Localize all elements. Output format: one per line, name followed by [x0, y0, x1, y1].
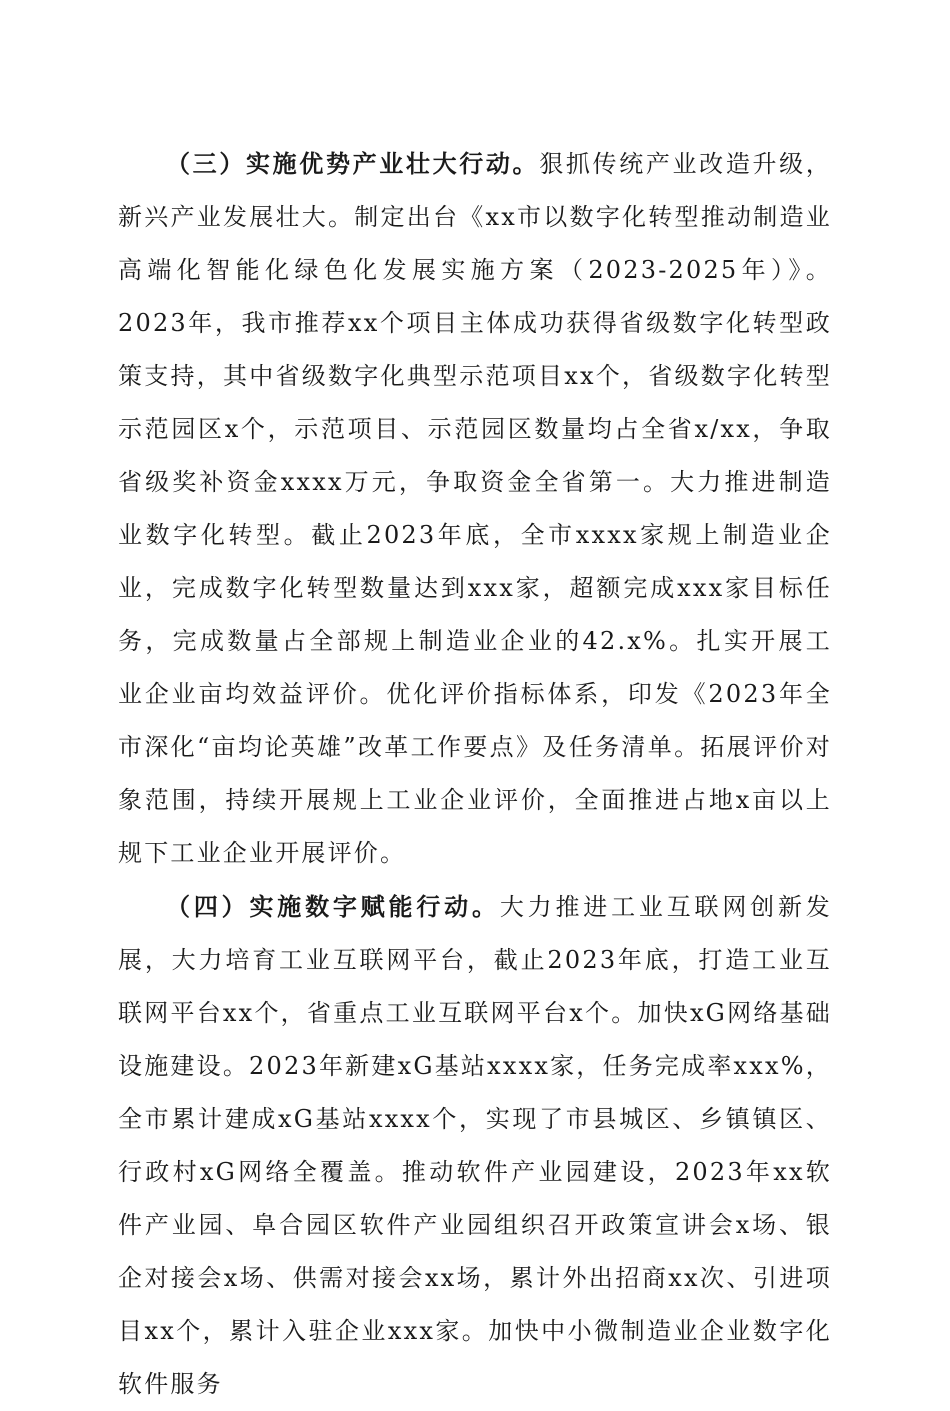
section-3-heading: （三）实施优势产业壮大行动。 — [166, 149, 540, 178]
section-4-heading: （四）实施数字赋能行动。 — [166, 892, 500, 921]
paragraph-section-3 — [118, 137, 832, 880]
document-body — [118, 137, 832, 1411]
section-4-text: 大力推进工业互联网创新发展，大力培育工业互联网平台，截止2023年底，打造工业互联网平台xx个，省重点工业互联网平台x个。加快xG网络基础设施建设。2023年新建xG基站xxxx家，任务完成率xxx%，全市累计建成xG基站xxxx个，实现了市县城区、乡镇镇区、行政村xG网络全覆盖。推动软件产业园建设，2023年xx软件产业园、阜合园区软件产业园组织召开政策宣讲会x场、银企对接会x场、供需对接会xx场，累计外出招商xx次、引进项目xx个，累计入驻企业xxx家。加快中小微制造业企业数字化软件服务 — [118, 893, 832, 1398]
paragraph-section-4 — [118, 880, 832, 1411]
section-3-text: 狠抓传统产业改造升级，新兴产业发展壮大。制定出台《xx市以数字化转型推动制造业高端化智能化绿色化发展实施方案（2023-2025年）》。2023年，我市推荐xx个项目主体成功获得省级数字化转型政策支持，其中省级数字化典型示范项目xx个，省级数字化转型示范园区x个，示范项目、示范园区数量均占全省x/xx，争取省级奖补资金xxxx万元，争取资金全省第一。大力推进制造业数字化转型。截止2023年底，全市xxxx家规上制造业企业，完成数字化转型数量达到xxx家，超额完成xxx家目标任务，完成数量占全部规上制造业企业的42.x%。扎实开展工业企业亩均效益评价。优化评价指标体系，印发《2023年全市深化“亩均论英雄”改革工作要点》及任务清单。拓展评价对象范围，持续开展规上工业企业评价，全面推进占地x亩以上规下工业企业开展评价。 — [118, 150, 832, 867]
